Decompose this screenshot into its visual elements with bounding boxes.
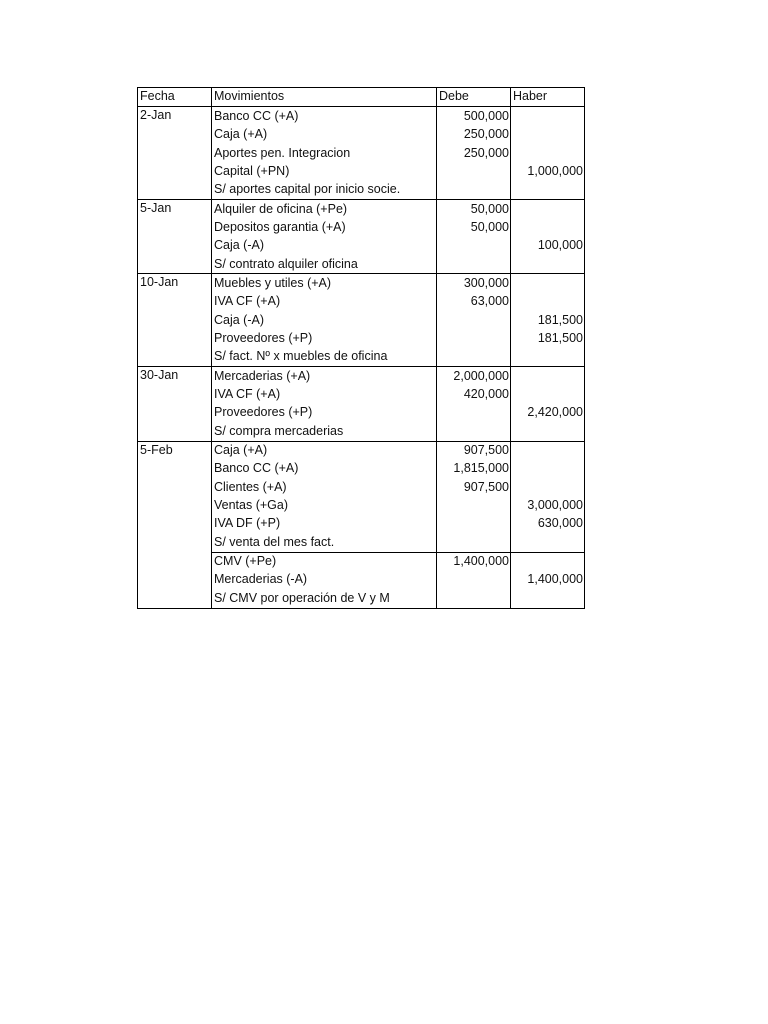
table-row (138, 367, 585, 386)
journal-header (138, 88, 585, 107)
credit-amount (511, 422, 585, 441)
movement-account: S/ aportes capital por inicio socie. (212, 181, 437, 200)
credit-amount: 1,000,000 (511, 162, 585, 180)
movement-account: Aportes pen. Integracion (212, 144, 437, 162)
journal-table (137, 87, 585, 609)
movement-account: IVA CF (+A) (212, 293, 437, 311)
movement-account: S/ CMV por operación de V y M (212, 589, 437, 608)
debit-amount: 250,000 (437, 126, 511, 144)
movement-account: S/ fact. Nº x muebles de oficina (212, 348, 437, 367)
movement-account: Banco CC (+A) (212, 107, 437, 126)
credit-amount: 3,000,000 (511, 497, 585, 515)
debit-amount: 63,000 (437, 293, 511, 311)
journal-body (138, 107, 585, 608)
credit-amount (511, 126, 585, 144)
entry-date: 10-Jan (138, 274, 212, 367)
movement-account: Proveedores (+P) (212, 404, 437, 422)
header-row (138, 88, 585, 107)
debit-amount (437, 311, 511, 329)
movement-account: Mercaderias (+A) (212, 367, 437, 386)
credit-amount (511, 441, 585, 460)
movement-account: Alquiler de oficina (+Pe) (212, 200, 437, 219)
debit-amount: 1,815,000 (437, 460, 511, 478)
header-fecha: Fecha (138, 88, 212, 107)
credit-amount (511, 255, 585, 274)
credit-amount (511, 274, 585, 293)
movement-account: IVA DF (+P) (212, 515, 437, 533)
credit-amount: 181,500 (511, 329, 585, 347)
debit-amount (437, 589, 511, 608)
movement-account: Banco CC (+A) (212, 460, 437, 478)
credit-amount (511, 107, 585, 126)
entry-date: 5-Jan (138, 200, 212, 274)
debit-amount (437, 348, 511, 367)
table-row (138, 107, 585, 126)
movement-account: IVA CF (+A) (212, 386, 437, 404)
movement-account: Proveedores (+P) (212, 329, 437, 347)
header-debe: Debe (437, 88, 511, 107)
debit-amount (437, 422, 511, 441)
header-movimientos: Movimientos (212, 88, 437, 107)
debit-amount: 907,500 (437, 441, 511, 460)
movement-account: S/ contrato alquiler oficina (212, 255, 437, 274)
debit-amount (437, 497, 511, 515)
credit-amount (511, 589, 585, 608)
movement-account: Caja (-A) (212, 311, 437, 329)
entry-date: 5-Feb (138, 441, 212, 608)
debit-amount: 2,000,000 (437, 367, 511, 386)
movement-account: S/ venta del mes fact. (212, 533, 437, 552)
debit-amount (437, 515, 511, 533)
debit-amount (437, 533, 511, 552)
credit-amount (511, 460, 585, 478)
credit-amount (511, 200, 585, 219)
debit-amount (437, 571, 511, 589)
debit-amount: 420,000 (437, 386, 511, 404)
credit-amount (511, 478, 585, 496)
movement-account: Caja (+A) (212, 126, 437, 144)
credit-amount (511, 386, 585, 404)
credit-amount: 630,000 (511, 515, 585, 533)
movement-account: Capital (+PN) (212, 162, 437, 180)
entry-date: 2-Jan (138, 107, 212, 200)
movement-account: S/ compra mercaderias (212, 422, 437, 441)
credit-amount (511, 293, 585, 311)
movement-account: Muebles y utiles (+A) (212, 274, 437, 293)
movement-account: Clientes (+A) (212, 478, 437, 496)
movement-account: CMV (+Pe) (212, 552, 437, 571)
debit-amount: 300,000 (437, 274, 511, 293)
movement-account: Ventas (+Ga) (212, 497, 437, 515)
entry-date: 30-Jan (138, 367, 212, 441)
credit-amount: 1,400,000 (511, 571, 585, 589)
debit-amount: 907,500 (437, 478, 511, 496)
movement-account: Depositos garantia (+A) (212, 218, 437, 236)
table-row (138, 441, 585, 460)
credit-amount: 100,000 (511, 237, 585, 255)
debit-amount: 1,400,000 (437, 552, 511, 571)
credit-amount (511, 367, 585, 386)
credit-amount (511, 181, 585, 200)
credit-amount (511, 533, 585, 552)
debit-amount (437, 255, 511, 274)
debit-amount: 50,000 (437, 218, 511, 236)
credit-amount (511, 348, 585, 367)
credit-amount (511, 552, 585, 571)
debit-amount: 250,000 (437, 144, 511, 162)
debit-amount (437, 329, 511, 347)
debit-amount (437, 237, 511, 255)
credit-amount (511, 144, 585, 162)
credit-amount (511, 218, 585, 236)
credit-amount: 2,420,000 (511, 404, 585, 422)
debit-amount: 500,000 (437, 107, 511, 126)
debit-amount (437, 404, 511, 422)
credit-amount: 181,500 (511, 311, 585, 329)
movement-account: Caja (-A) (212, 237, 437, 255)
debit-amount (437, 162, 511, 180)
debit-amount (437, 181, 511, 200)
header-haber: Haber (511, 88, 585, 107)
debit-amount: 50,000 (437, 200, 511, 219)
movement-account: Mercaderias (-A) (212, 571, 437, 589)
movement-account: Caja (+A) (212, 441, 437, 460)
table-row (138, 274, 585, 293)
table-row (138, 200, 585, 219)
